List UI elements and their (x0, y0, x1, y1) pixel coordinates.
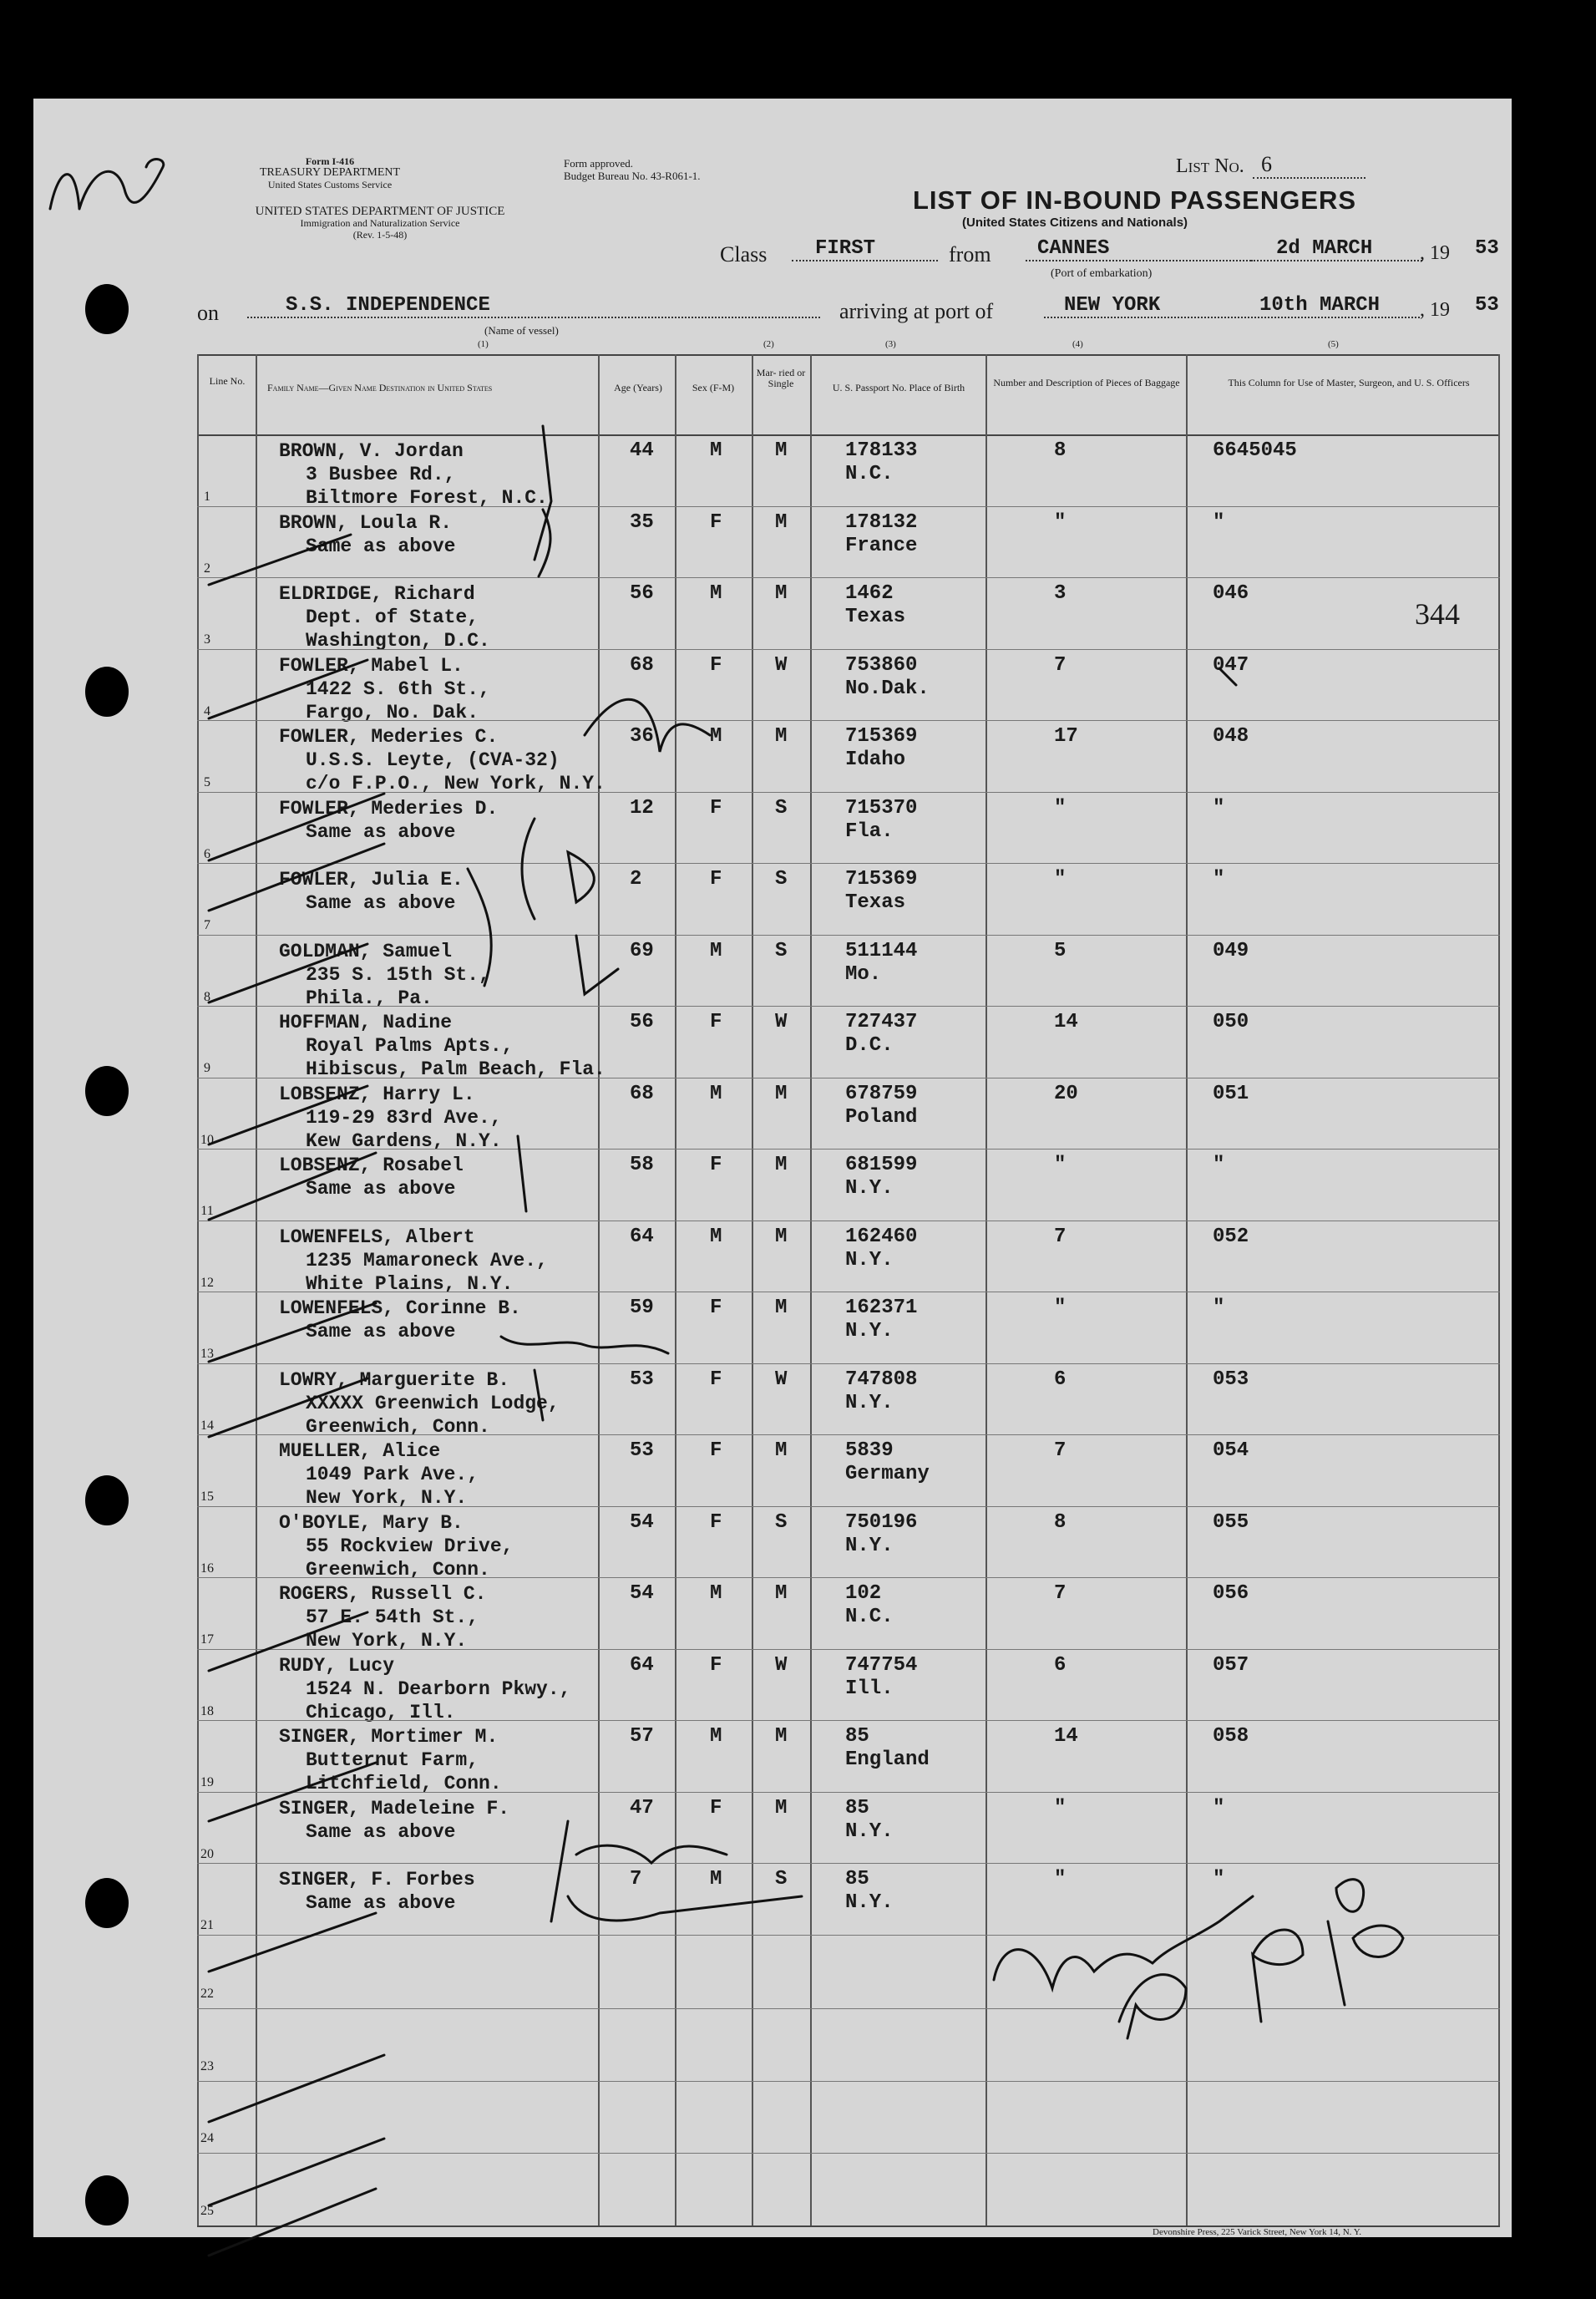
from-label: from (949, 242, 991, 266)
marital-cell: M (775, 510, 788, 534)
baggage-cell: 5 (1054, 939, 1067, 962)
officer-cell: 6645045 (1213, 439, 1297, 462)
baggage-cell: 6 (1054, 1368, 1067, 1391)
line-number: 8 (204, 989, 210, 1004)
customs-service: United States Customs Service (267, 179, 393, 190)
line-number: 7 (204, 918, 210, 932)
destination-line: U.S.S. Leyte, (CVA-32) (306, 749, 560, 771)
destination-line: Washington, D.C. (306, 630, 490, 652)
passenger-name: HOFFMAN, Nadine (279, 1012, 453, 1033)
birthplace: N.Y. (845, 1320, 894, 1342)
marital-cell: W (775, 653, 788, 677)
arriving-label: arriving at port of (839, 299, 994, 323)
hdr-baggage: Number and Description of Pieces of Baggage (993, 377, 1180, 388)
passport-number: 681599 (845, 1154, 918, 1176)
baggage-cell: 7 (1054, 1582, 1067, 1605)
officer-cell: " (1213, 1154, 1225, 1176)
line-number: 15 (200, 1490, 214, 1504)
passport-number: 678759 (845, 1082, 918, 1105)
destination-line: Same as above (306, 1820, 456, 1843)
passenger-name: GOLDMAN, Samuel (279, 940, 453, 962)
marital-cell: M (775, 1154, 788, 1176)
officer-cell: 058 (1213, 1725, 1249, 1748)
destination-line: XXXXX Greenwich Lodge, (306, 1392, 560, 1414)
age-cell: 35 (630, 510, 654, 534)
passenger-name: ELDRIDGE, Richard (279, 583, 475, 605)
col-num-3: (3) (885, 339, 896, 349)
age-cell: 36 (630, 725, 654, 748)
passport-number: 750196 (845, 1510, 918, 1534)
class-value: FIRST (792, 237, 938, 261)
line-number: 9 (204, 1061, 210, 1075)
passenger-name: FOWLER, Mederies D. (279, 797, 499, 820)
passenger-name: LOWRY, Marguerite B. (279, 1368, 510, 1391)
sex-cell: F (710, 510, 722, 534)
sex-cell: F (710, 653, 722, 677)
birthplace: Ill. (845, 1677, 894, 1700)
birthplace: N.Y. (845, 1177, 894, 1200)
form-approved: Form approved. (564, 157, 634, 170)
hdr-passport: U. S. Passport No. Place of Birth (832, 382, 965, 393)
baggage-cell: 3 (1054, 582, 1067, 605)
baggage-cell: 7 (1054, 1225, 1067, 1248)
officer-cell: " (1213, 510, 1225, 534)
col-num-1: (1) (478, 339, 489, 349)
destination-line: 57 E. 54th St., (306, 1606, 479, 1628)
sex-cell: M (710, 939, 722, 962)
passenger-name: SINGER, Mortimer M. (279, 1726, 499, 1748)
officer-cell: " (1213, 796, 1225, 820)
age-cell: 54 (630, 1510, 654, 1534)
destination-line: Biltmore Forest, N.C. (306, 487, 548, 509)
line-number: 10 (200, 1132, 214, 1147)
birthplace: No.Dak. (845, 677, 930, 700)
marital-cell: M (775, 1082, 788, 1105)
age-cell: 68 (630, 653, 654, 677)
birthplace: N.Y. (845, 1819, 894, 1843)
passenger-name: FOWLER, Julia E. (279, 869, 464, 891)
marital-cell: M (775, 1582, 788, 1605)
justice-dept: UNITED STATES DEPARTMENT OF JUSTICE (255, 205, 505, 218)
line-number: 11 (200, 1204, 214, 1218)
birthplace: N.Y. (845, 1534, 894, 1557)
passenger-name: LOBSENZ, Harry L. (279, 1083, 475, 1105)
sex-cell: F (710, 1368, 722, 1391)
depart-year-prefix: , 19 (1420, 242, 1450, 264)
age-cell: 54 (630, 1582, 654, 1605)
destination-line: Same as above (306, 1178, 456, 1200)
sex-cell: F (710, 796, 722, 820)
passport-number: 85 (845, 1796, 869, 1819)
passport-number: 5839 (845, 1439, 894, 1462)
passport-number: 162460 (845, 1225, 918, 1248)
line-number: 19 (200, 1775, 214, 1789)
passport-number: 753860 (845, 653, 918, 677)
age-cell: 44 (630, 439, 654, 462)
depart-date: 2d MARCH (1251, 237, 1422, 261)
birthplace: N.C. (845, 463, 894, 485)
birthplace: N.Y. (845, 1391, 894, 1414)
officer-cell: 057 (1213, 1653, 1249, 1677)
marital-cell: W (775, 1368, 788, 1391)
marital-cell: S (775, 868, 788, 891)
officer-cell: 046 (1213, 582, 1249, 605)
passport-number: 747808 (845, 1368, 918, 1391)
destination-line: New York, N.Y. (306, 1630, 468, 1652)
officer-cell: 049 (1213, 939, 1249, 962)
passport-number: 85 (845, 1725, 869, 1748)
destination-line: 1524 N. Dearborn Pkwy., (306, 1677, 571, 1700)
destination-line: 1049 Park Ave., (306, 1464, 479, 1485)
birthplace: Texas (845, 891, 906, 914)
baggage-cell: 8 (1054, 1510, 1067, 1534)
destination-line: Same as above (306, 892, 456, 914)
destination-line: Litchfield, Conn. (306, 1773, 502, 1794)
age-cell: 64 (630, 1653, 654, 1677)
side-number: 344 (1415, 597, 1460, 631)
baggage-cell: " (1054, 1297, 1067, 1319)
birthplace: Poland (845, 1105, 918, 1129)
age-cell: 64 (630, 1225, 654, 1248)
destination-line: Same as above (306, 820, 456, 843)
passenger-name: SINGER, F. Forbes (279, 1869, 475, 1890)
form-title: LIST OF IN-BOUND PASSENGERS (913, 185, 1357, 215)
destination-line: 55 Rockview Drive, (306, 1535, 514, 1557)
line-number: 25 (200, 2204, 214, 2218)
officer-cell: " (1213, 1297, 1225, 1319)
baggage-cell: 8 (1054, 439, 1067, 462)
officer-cell: 054 (1213, 1439, 1249, 1462)
marital-cell: S (775, 1510, 788, 1534)
line-number: 6 (204, 846, 210, 861)
line-number: 18 (200, 1703, 214, 1718)
passport-number: 178132 (845, 510, 918, 534)
sex-cell: M (710, 1582, 722, 1605)
marital-cell: S (775, 939, 788, 962)
sex-cell: F (710, 1439, 722, 1462)
hdr-age: Age (Years) (614, 382, 662, 393)
officer-cell: 056 (1213, 1582, 1249, 1605)
age-cell: 47 (630, 1796, 654, 1819)
vessel-name: S.S. INDEPENDENCE (247, 294, 820, 318)
line-number: 20 (200, 1846, 214, 1861)
treasury-dept: TREASURY DEPARTMENT (259, 166, 401, 179)
marital-cell: M (775, 1439, 788, 1462)
destination-line: 119-29 83rd Ave., (306, 1106, 502, 1129)
baggage-cell: 20 (1054, 1082, 1078, 1105)
line-number: 4 (204, 703, 210, 718)
age-cell: 2 (630, 868, 642, 891)
officer-cell: 047 (1213, 653, 1249, 677)
destination-line: Fargo, No. Dak. (306, 701, 479, 723)
passport-number: 85 (845, 1868, 869, 1890)
line-number: 22 (200, 1987, 214, 2002)
marital-cell: M (775, 1225, 788, 1248)
line-number: 3 (204, 632, 210, 647)
age-cell: 58 (630, 1154, 654, 1176)
baggage-cell: 7 (1054, 653, 1067, 677)
passport-number: 1462 (845, 582, 894, 605)
marital-cell: S (775, 796, 788, 820)
line-number: 14 (200, 1418, 214, 1433)
baggage-cell: " (1054, 1154, 1067, 1176)
passenger-name: O'BOYLE, Mary B. (279, 1511, 464, 1534)
passenger-name: BROWN, Loula R. (279, 511, 453, 534)
passport-number: 715369 (845, 868, 918, 891)
destination-line: Greenwich, Conn. (306, 1558, 490, 1581)
officer-cell: 052 (1213, 1225, 1249, 1248)
sex-cell: F (710, 1653, 722, 1677)
revision: (Rev. 1-5-48) (352, 229, 408, 241)
marital-cell: M (775, 1297, 788, 1319)
marital-cell: M (775, 1796, 788, 1819)
marital-cell: M (775, 582, 788, 605)
on-label: on (197, 301, 219, 325)
list-no-label: List No. (1176, 155, 1244, 177)
passenger-name: LOWENFELS, Corinne B. (279, 1297, 521, 1319)
form-subtitle: (United States Citizens and Nationals) (962, 216, 1188, 230)
sex-cell: M (710, 582, 722, 605)
officer-cell: 050 (1213, 1011, 1249, 1033)
hdr-sex: Sex (F-M) (692, 382, 735, 393)
destination-line: Same as above (306, 1321, 456, 1342)
passenger-name: FOWLER, Mederies C. (279, 726, 499, 748)
destination-line: Butternut Farm, (306, 1749, 479, 1771)
officer-cell: " (1213, 1796, 1225, 1819)
passport-number: 747754 (845, 1653, 918, 1677)
destination-line: Greenwich, Conn. (306, 1415, 490, 1438)
age-cell: 57 (630, 1725, 654, 1748)
list-no-value: 6 (1261, 152, 1272, 176)
age-cell: 53 (630, 1368, 654, 1391)
officer-cell: " (1213, 1868, 1225, 1890)
marital-cell: W (775, 1653, 788, 1677)
margin-scribble (50, 160, 164, 209)
age-cell: 56 (630, 582, 654, 605)
destination-line: c/o F.P.O., New York, N.Y. (306, 773, 605, 794)
col-num-2: (2) (763, 339, 774, 349)
line-number: 12 (200, 1275, 214, 1290)
passenger-name: BROWN, V. Jordan (279, 440, 464, 462)
birthplace: France (845, 534, 918, 557)
col-num-5: (5) (1328, 339, 1339, 349)
baggage-cell: 6 (1054, 1653, 1067, 1677)
sex-cell: M (710, 439, 722, 462)
sex-cell: M (710, 1868, 722, 1890)
birthplace: Mo. (845, 962, 882, 986)
birthplace: Idaho (845, 749, 906, 771)
budget-bureau: Budget Bureau No. 43-R061-1. (564, 170, 701, 182)
birthplace: England (845, 1748, 930, 1771)
age-cell: 59 (630, 1297, 654, 1319)
age-cell: 53 (630, 1439, 654, 1462)
baggage-cell: 14 (1054, 1725, 1078, 1748)
officer-cell: 055 (1213, 1510, 1249, 1534)
birthplace: N.Y. (845, 1891, 894, 1914)
marital-cell: M (775, 439, 788, 462)
baggage-cell: " (1054, 510, 1067, 534)
sex-cell: M (710, 725, 722, 748)
passenger-name: LOWENFELS, Albert (279, 1226, 475, 1248)
sex-cell: F (710, 1154, 722, 1176)
passenger-name: RUDY, Lucy (279, 1654, 395, 1677)
sex-cell: M (710, 1082, 722, 1105)
age-cell: 68 (630, 1082, 654, 1105)
age-cell: 12 (630, 796, 654, 820)
destination-line: Chicago, Ill. (306, 1701, 456, 1723)
age-cell: 69 (630, 939, 654, 962)
line-number: 16 (200, 1561, 214, 1576)
arrival-year: 53 (1475, 294, 1499, 317)
printer-credit: Devonshire Press, 225 Varick Street, New York 14, N. Y. (1153, 2227, 1362, 2237)
destination-line: Royal Palms Apts., (306, 1035, 514, 1057)
arrival-date: 10th MARCH (1259, 294, 1381, 317)
birthplace: N.Y. (845, 1248, 894, 1271)
baggage-cell: 17 (1054, 725, 1078, 748)
birthplace: Germany (845, 1463, 930, 1485)
marital-cell: M (775, 1725, 788, 1748)
passport-number: 715370 (845, 796, 918, 820)
line-number: 1 (204, 490, 210, 504)
destination-line: 235 S. 15th St., (306, 963, 490, 986)
marital-cell: S (775, 1868, 788, 1890)
officer-cell: 048 (1213, 725, 1249, 748)
line-number: 5 (204, 775, 210, 789)
destination-line: Same as above (306, 1892, 456, 1914)
birthplace: N.C. (845, 1606, 894, 1628)
birthplace: D.C. (845, 1034, 894, 1057)
passport-number: 102 (845, 1582, 882, 1605)
officer-cell: 051 (1213, 1082, 1249, 1105)
line-number: 24 (200, 2131, 214, 2146)
marital-cell: W (775, 1011, 788, 1033)
destination-line: Kew Gardens, N.Y. (306, 1129, 502, 1152)
baggage-cell: " (1054, 868, 1067, 891)
sex-cell: M (710, 1225, 722, 1248)
arrival-port: NEW YORK (1044, 294, 1420, 318)
birthplace: Fla. (845, 820, 894, 843)
hdr-married: Mar- ried or Single (756, 367, 806, 389)
destination-line: 1235 Mamaroneck Ave., (306, 1249, 548, 1271)
embark-caption: (Port of embarkation) (1051, 267, 1153, 280)
birthplace: Texas (845, 606, 906, 628)
hdr-name: Family Name—Given Name Destination in United States (267, 382, 493, 393)
passport-number: 511144 (845, 939, 918, 962)
vessel-caption: (Name of vessel) (484, 324, 559, 337)
sex-cell: F (710, 1297, 722, 1319)
destination-line: White Plains, N.Y. (306, 1272, 514, 1295)
marital-cell: M (775, 725, 788, 748)
destination-line: Dept. of State, (306, 606, 479, 628)
baggage-cell: " (1054, 1796, 1067, 1819)
passenger-name: LOBSENZ, Rosabel (279, 1155, 464, 1176)
line-number: 13 (200, 1347, 214, 1361)
passenger-name: MUELLER, Alice (279, 1440, 441, 1462)
passenger-name: FOWLER, Mabel L. (279, 654, 464, 677)
sex-cell: F (710, 868, 722, 891)
sex-cell: F (710, 1796, 722, 1819)
form-number: Form I-416 (305, 155, 355, 167)
sex-cell: F (710, 1011, 722, 1033)
line-number: 21 (200, 1918, 214, 1932)
sex-cell: F (710, 1510, 722, 1534)
destination-line: 3 Busbee Rd., (306, 464, 456, 485)
col-num-4: (4) (1072, 339, 1083, 349)
arrival-year-prefix: , 19 (1420, 299, 1450, 321)
destination-line: Phila., Pa. (306, 987, 433, 1009)
hdr-officers: This Column for Use of Master, Surgeon, and U. S. Officers (1228, 377, 1470, 388)
ins-service: Immigration and Naturalization Service (300, 217, 460, 229)
destination-line: Same as above (306, 535, 456, 557)
sex-cell: M (710, 1725, 722, 1748)
line-number: 17 (200, 1632, 214, 1647)
class-label: Class (720, 242, 768, 266)
line-number: 23 (200, 2058, 214, 2073)
passenger-name: SINGER, Madeleine F. (279, 1797, 510, 1819)
age-cell: 56 (630, 1011, 654, 1033)
baggage-cell: " (1054, 796, 1067, 820)
baggage-cell: 14 (1054, 1011, 1078, 1033)
embark-port: CANNES (1026, 237, 1251, 261)
hdr-line-no: Line No. (209, 375, 246, 387)
passport-number: 162371 (845, 1297, 918, 1319)
destination-line: Hibiscus, Palm Beach, Fla. (306, 1058, 605, 1080)
passenger-name: ROGERS, Russell C. (279, 1583, 487, 1605)
passport-number: 715369 (845, 725, 918, 748)
depart-year: 53 (1475, 237, 1499, 260)
age-cell: 7 (630, 1868, 642, 1890)
officer-cell: " (1213, 868, 1225, 891)
officer-cell: 053 (1213, 1368, 1249, 1391)
passport-number: 178133 (845, 439, 918, 462)
line-number: 2 (204, 561, 210, 576)
destination-line: 1422 S. 6th St., (306, 678, 490, 700)
baggage-cell: " (1054, 1868, 1067, 1890)
passport-number: 727437 (845, 1011, 918, 1033)
destination-line: New York, N.Y. (306, 1487, 468, 1509)
baggage-cell: 7 (1054, 1439, 1067, 1462)
